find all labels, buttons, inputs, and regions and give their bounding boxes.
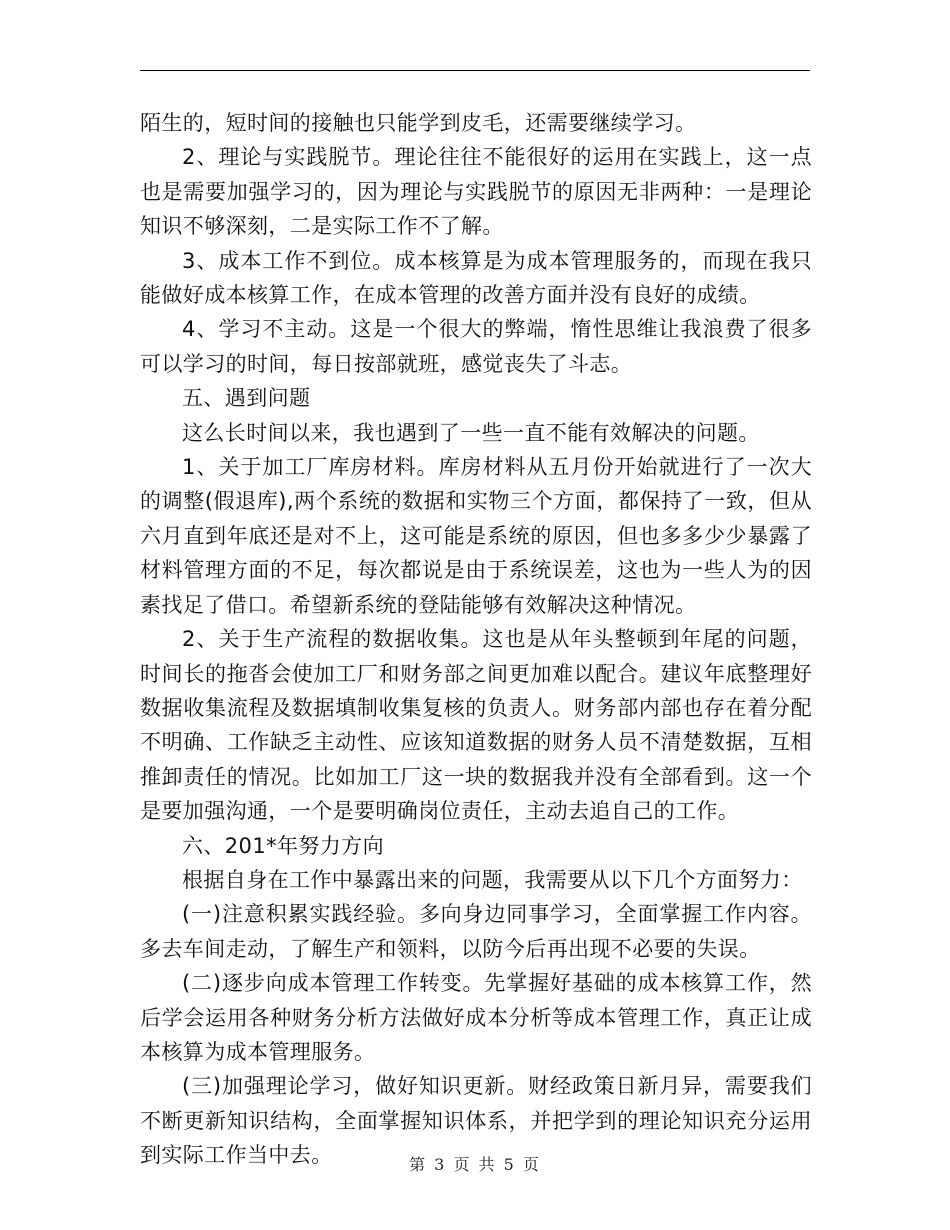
paragraph: 根据自身在工作中暴露出来的问题，我需要从以下几个方面努力： bbox=[182, 867, 803, 892]
paragraph: (一)注意积累实践经验。多向身边同事学习，全面掌握工作内容。多去车间走动，了解生产和领料，以防今后再出现不必要的失误。 bbox=[140, 902, 812, 961]
paragraph: (二)逐步向成本管理工作转变。先掌握好基础的成本核算工作，然后学会运用各种财务分析方法做好成本分析等成本管理工作，真正让成本核算为成本管理服务。 bbox=[140, 971, 812, 1064]
section-heading: 五、遇到问题 bbox=[182, 386, 311, 411]
paragraph: 1、关于加工厂库房材料。库房材料从五月份开始就进行了一次大的调整(假退库),两个系统的数据和实物三个方面，都保持了一致，但从六月直到年底还是对不上，这可能是系统的原因，但也多多少少暴露了材料管理方面的不足，每次都说是由于系统误差，这也为一些人为的因素找足了借口。希望新系统的登陆能够有效解决这种情况。 bbox=[140, 455, 812, 617]
paragraph: 2、关于生产流程的数据收集。这也是从年头整顿到年尾的问题，时间长的拖沓会使加工厂和财务部之间更加难以配合。建议年底整理好数据收集流程及数据填制收集复核的负责人。财务部内部也存在着分配不明确、工作缺乏主动性、应该知道数据的财务人员不清楚数据，互相推卸责任的情况。比如加工厂这一块的数据我并没有全部看到。这一个是要加强沟通，一个是要明确岗位责任，主动去追自己的工作。 bbox=[140, 627, 812, 824]
paragraph: 4、学习不主动。这是一个很大的弊端，惰性思维让我浪费了很多可以学习的时间，每日按部就班，感觉丧失了斗志。 bbox=[140, 317, 812, 376]
document-body bbox=[140, 106, 812, 1173]
paragraph: 3、成本工作不到位。成本核算是为成本管理服务的，而现在我只能做好成本核算工作，在成本管理的改善方面并没有良好的成绩。 bbox=[140, 248, 812, 308]
paragraph: (三)加强理论学习，做好知识更新。财经政策日新月异，需要我们不断更新知识结构，全面掌握知识体系，并把学到的理论知识充分运用到实际工作当中去。 bbox=[140, 1074, 812, 1168]
page-number: 第 3 页 共 5 页 bbox=[409, 1155, 541, 1174]
header-rule bbox=[140, 70, 810, 71]
paragraph: 陌生的，短时间的接触也只能学到皮毛，还需要继续学习。 bbox=[140, 111, 697, 135]
section-heading: 六、201*年努力方向 bbox=[182, 833, 384, 858]
paragraph: 这么长时间以来，我也遇到了一些一直不能有效解决的问题。 bbox=[182, 420, 760, 445]
paragraph: 2、理论与实践脱节。理论往往不能很好的运用在实践上，这一点也是需要加强学习的，因为理论与实践脱节的原因无非两种：一是理论知识不够深刻，二是实际工作不了解。 bbox=[140, 145, 812, 239]
